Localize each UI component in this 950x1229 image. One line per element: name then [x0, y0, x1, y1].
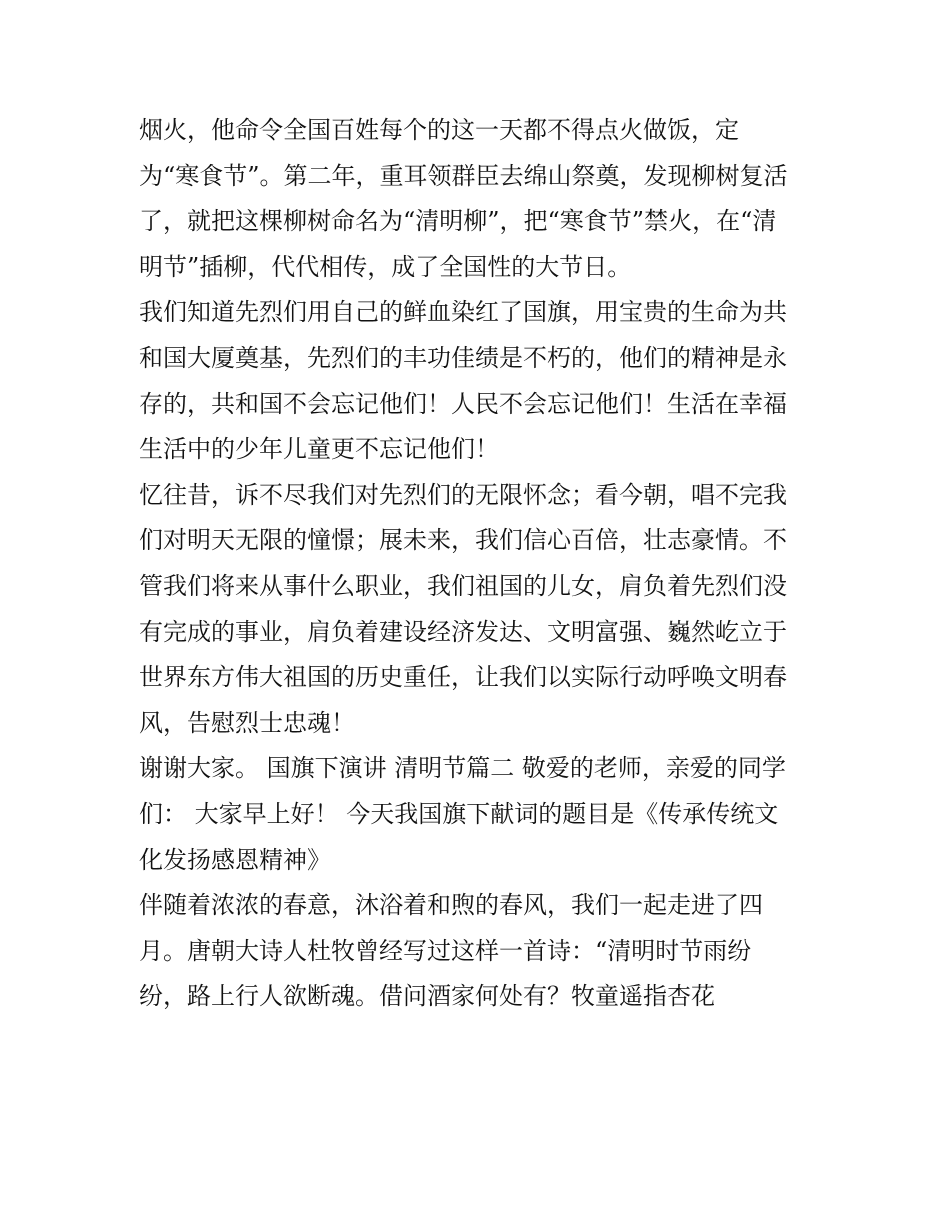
text-line: 风，告慰烈士忠魂！ [139, 708, 355, 737]
text-line: 明节”插柳，代代相传，成了全国性的大节日。 [139, 252, 632, 281]
text-line: 管我们将来从事什么职业，我们祖国的儿女，肩负着先烈们没 [139, 571, 787, 600]
text-line: 纷，路上行人欲断魂。借问酒家何处有？牧童遥指杏花 [139, 982, 715, 1011]
text-line: 生活中的少年儿童更不忘记他们！ [139, 435, 499, 464]
text-line: 们对明天无限的憧憬；展未来，我们信心百倍，壮志豪情。不 [139, 526, 787, 555]
text-line: 伴随着浓浓的春意，沐浴着和煦的春风，我们一起走进了四 [139, 891, 763, 920]
text-line: 为“寒食节”。第二年，重耳领群臣去绵山祭奠，发现柳树复活 [139, 161, 788, 190]
text-line: 我们知道先烈们用自己的鲜血染红了国旗，用宝贵的生命为共 [139, 298, 787, 327]
text-line: 了，就把这棵柳树命名为“清明柳”，把“寒食节”禁火，在“清 [139, 207, 777, 236]
text-line: 化发扬感恩精神》 [139, 845, 331, 874]
text-line: 月。唐朝大诗人杜牧曾经写过这样一首诗：“清明时节雨纷 [139, 936, 752, 965]
text-line: 们： 大家早上好！ 今天我国旗下献词的题目是《传承传统文 [139, 799, 779, 828]
text-line: 存的，共和国不会忘记他们！人民不会忘记他们！生活在幸福 [139, 389, 787, 418]
text-line: 和国大厦奠基，先烈们的丰功佳绩是不朽的，他们的精神是永 [139, 343, 787, 372]
text-line: 谢谢大家。 国旗下演讲 清明节篇二 敬爱的老师，亲爱的同学 [139, 754, 786, 783]
text-line: 烟火，他命令全国百姓每个的这一天都不得点火做饭，定 [139, 116, 739, 144]
text-line: 忆往昔，诉不尽我们对先烈们的无限怀念；看今朝，唱不完我 [139, 480, 787, 509]
text-line: 有完成的事业，肩负着建设经济发达、文明富强、巍然屹立于 [139, 617, 787, 646]
text-line: 世界东方伟大祖国的历史重任，让我们以实际行动呼唤文明春 [139, 663, 787, 692]
document-body [139, 108, 829, 1020]
